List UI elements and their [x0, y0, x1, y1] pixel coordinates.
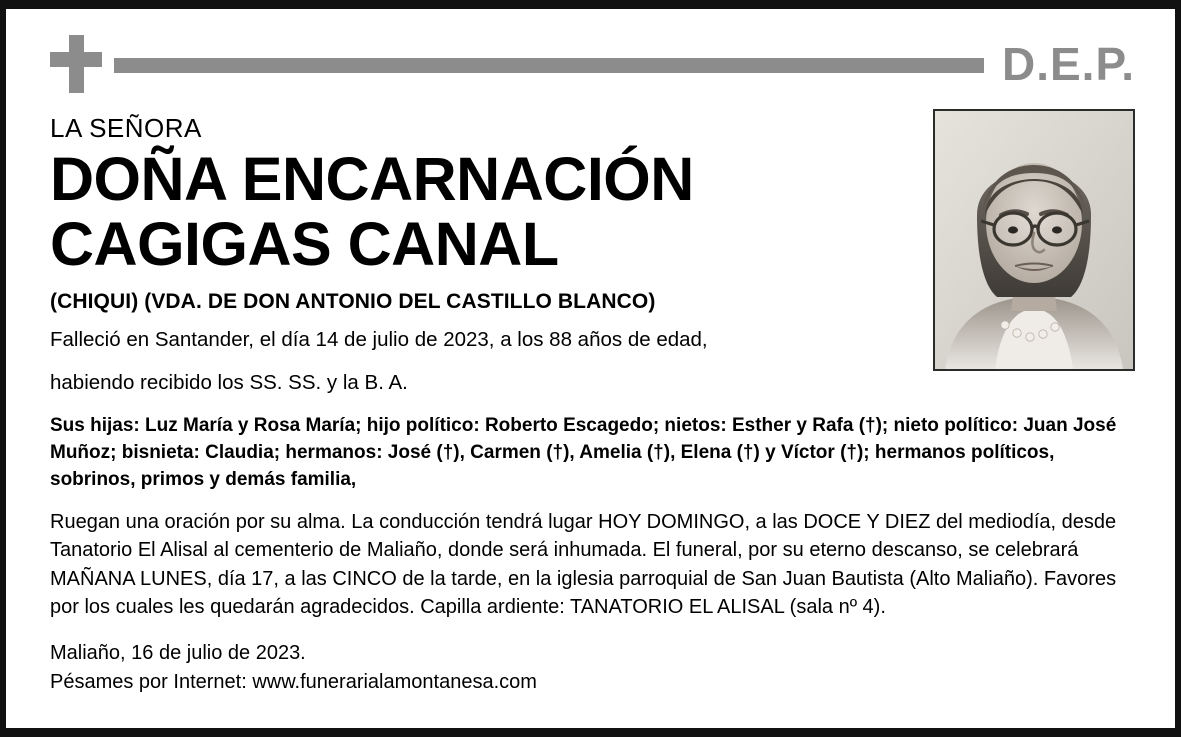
place-date: Maliaño, 16 de julio de 2023.: [50, 642, 306, 665]
service-details: Ruegan una oración por su alma. La conducción tendrá lugar HOY DOMINGO, a las DOCE Y DIEZ del mediodía, desde Tanatorio El Alisal al cementerio de Maliaño, donde será inhumada. El funeral, por su eterno descanso, se celebrará MAÑANA LUNES, día 17, a las CINCO de la tarde, en la iglesia parroquial de San Juan Bautista (Alto Maliaño). Favores por los cuales les quedarán agradecidos. Capilla ardiente: TANATORIO EL ALISAL (sala nº 4).: [50, 510, 1117, 619]
obituary-inner: [6, 9, 1175, 728]
dep-label: D.E.P.: [1002, 38, 1135, 90]
family-list: Sus hijas: Luz María y Rosa María; hijo político: Roberto Escagedo; nietos: Esther y Rafa (†); nieto político: Juan José Muñoz; bisnieta: Claudia; hermanos: José (†), Carmen (†), Amelia (†), Elena (†) y Víctor (†); hermanos políticos, sobrinos, primos y demás familia,: [50, 415, 1117, 490]
honorific-label: LA SEÑORA: [50, 113, 202, 143]
deceased-name-line-1: DOÑA ENCARNACIÓN: [50, 145, 694, 213]
cross-icon: [50, 35, 102, 93]
header-rule: [114, 58, 984, 73]
death-line-2: habiendo recibido los SS. SS. y la B. A.: [50, 371, 408, 395]
condolences-link: Pésames por Internet: www.funerarialamontanesa.com: [50, 671, 537, 694]
deceased-name-line-2: CAGIGAS CANAL: [50, 209, 559, 278]
notice-text: [50, 113, 1135, 397]
death-line-1: Falleció en Santander, el día 14 de julio de 2023, a los 88 años de edad,: [50, 327, 708, 351]
notice-text-wide: [50, 413, 1135, 697]
header-band: [50, 27, 1135, 101]
alias-line: (CHIQUI) (VDA. DE DON ANTONIO DEL CASTILLO BLANCO): [50, 289, 656, 313]
